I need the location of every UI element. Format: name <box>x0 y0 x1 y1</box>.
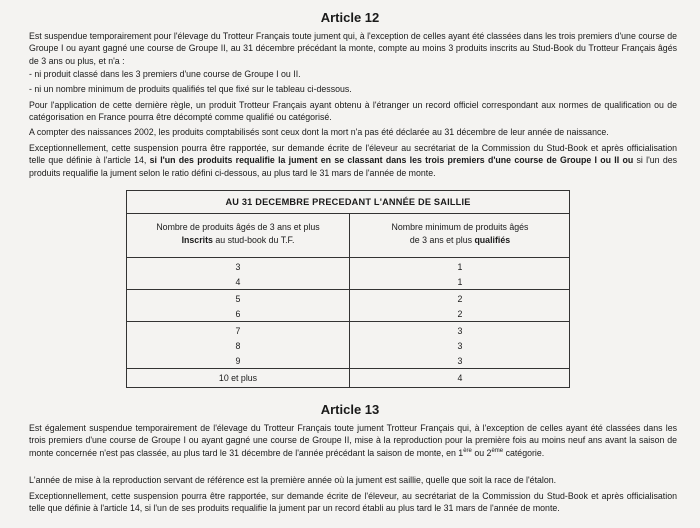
article-12-paragraph-4 <box>29 142 677 179</box>
article-12-bullet-2: - ni un nombre minimum de produits qualifiés tel que fixé sur le tableau ci-dessous. <box>29 84 352 94</box>
table-cell-inscrits: 3 <box>235 262 241 272</box>
article-12-paragraph-3: A compter des naissances 2002, les produits comptabilisés sont ceux dont la mort n'a pas été déclarée au 31 décembre de leur année de naissance. <box>29 127 609 137</box>
article-12-paragraph-2: Pour l'application de cette dernière règle, un produit Trotteur Français ayant obtenu à l'étranger un record officiel correspondant aux normes de qualification ou de catégorisation en France pourra être décompté comme qualifié ou catégorisé. <box>29 100 677 123</box>
column-header-qualifies <box>349 221 571 247</box>
table-cell-inscrits: 7 <box>235 326 241 336</box>
table-cell-qualifies: 3 <box>457 326 463 336</box>
column-header-inscrits-rest: au stud-book du T.F. <box>212 235 295 245</box>
article-12-title: Article 12 <box>320 10 380 25</box>
article-13-paragraph-1 <box>29 422 677 459</box>
table-cell-inscrits: 4 <box>235 277 241 287</box>
table-header: AU 31 DECEMBRE PRECEDANT L'ANNÉE DE SAILLIE <box>127 191 569 214</box>
table-cell-qualifies: 4 <box>457 373 463 383</box>
table-cell-qualifies: 1 <box>457 262 463 272</box>
table-row-divider <box>127 289 569 290</box>
column-header-qualifies-line-2 <box>349 234 571 247</box>
article-13-p1-start: Est également suspendue temporairement de l'élevage du Trotteur Français toute jument Trotteur Français qui, à l'exception de celles ayant été classées dans les trois premiers d'une course de Groupe I ou ayant gagné une course de Groupe II, mise à la reproduction pour la première fois au moins neuf ans avant la saison de monte concernée n'est pas classée, au plus tard le 31 décembre de l'année précédant la saison de monte, en 1 <box>29 423 677 458</box>
table-cell-qualifies: 1 <box>457 277 463 287</box>
article-12-p4-normal: Exceptionnellement, cette suspension pourra être rapportée, sur demande écrite de l'éleveur au secrétariat de la Commission du Stud-Book et après officialisation telle que définie à l'article 14, <box>29 143 677 166</box>
column-header-qualifies-start: de 3 ans et plus <box>409 235 475 245</box>
column-header-inscrits <box>127 221 349 247</box>
second-superscript: ème <box>491 447 504 454</box>
article-13-p1-end: catégorie. <box>503 447 545 458</box>
first-superscript: ère <box>463 447 472 454</box>
article-12-p4-bold: si l'un des produits requalifie la jument en se classant dans les trois premiers d'une course de Groupe I ou II ou <box>149 155 634 166</box>
table-cell-inscrits: 10 et plus <box>218 373 258 383</box>
article-13-paragraph-3: Exceptionnellement, cette suspension pourra être rapportée, sur demande écrite de l'éleveur, au secrétariat de la Commission du Stud-Book et après officialisation telle que définie à l'article 14, si l'un de ses produits requalifie la jument par un record établi au plus tard le 31 mars de l'année de monte. <box>29 491 677 514</box>
column-header-inscrits-line-2 <box>127 234 349 247</box>
table-cell-inscrits: 8 <box>235 341 241 351</box>
article-13-title: Article 13 <box>320 402 380 417</box>
table-cell-qualifies: 2 <box>457 309 463 319</box>
table-cell-inscrits: 5 <box>235 294 241 304</box>
table-row-divider <box>127 321 569 322</box>
table-cell-inscrits: 9 <box>235 356 241 366</box>
table-cell-inscrits: 6 <box>235 309 241 319</box>
table-cell-qualifies: 3 <box>457 356 463 366</box>
column-header-qualifies-bold: qualifiés <box>474 235 511 245</box>
column-header-qualifies-line-1: Nombre minimum de produits âgés <box>391 222 529 232</box>
article-12-bullet-1: - ni produit classé dans les 3 premiers d'une course de Groupe I ou II. <box>29 69 301 79</box>
article-12-paragraph-1: Est suspendue temporairement pour l'élevage du Trotteur Français toute jument qui, à l'exception de celles ayant été classées dans les trois premiers d'une course de Groupe I ou ayant gagné une course de Groupe II, au 31 décembre précédant la monte, compte au moins 3 produits inscrits au Stud-Book du Trotteur Français âgés de 3 ans ou plus, et n'a : <box>29 31 677 66</box>
table-row-divider <box>127 368 569 369</box>
article-12-p4-end: si l'un des produits requalifie la jument selon le ratio défini ci-dessous, au plus tard le 31 mars de l'année de monte. <box>29 155 678 178</box>
table-cell-qualifies: 3 <box>457 341 463 351</box>
table-cell-qualifies: 2 <box>457 294 463 304</box>
article-13-p1-mid: ou 2 <box>471 447 492 458</box>
column-header-inscrits-bold: Inscrits <box>181 235 213 245</box>
qualification-table <box>126 190 570 388</box>
table-row-divider <box>127 257 569 258</box>
column-header-inscrits-line-1: Nombre de produits âgés de 3 ans et plus <box>156 222 320 232</box>
article-13-paragraph-2: L'année de mise à la reproduction servant de référence est la première année où la jument est saillie, quelle que soit la race de l'étalon. <box>29 475 557 485</box>
